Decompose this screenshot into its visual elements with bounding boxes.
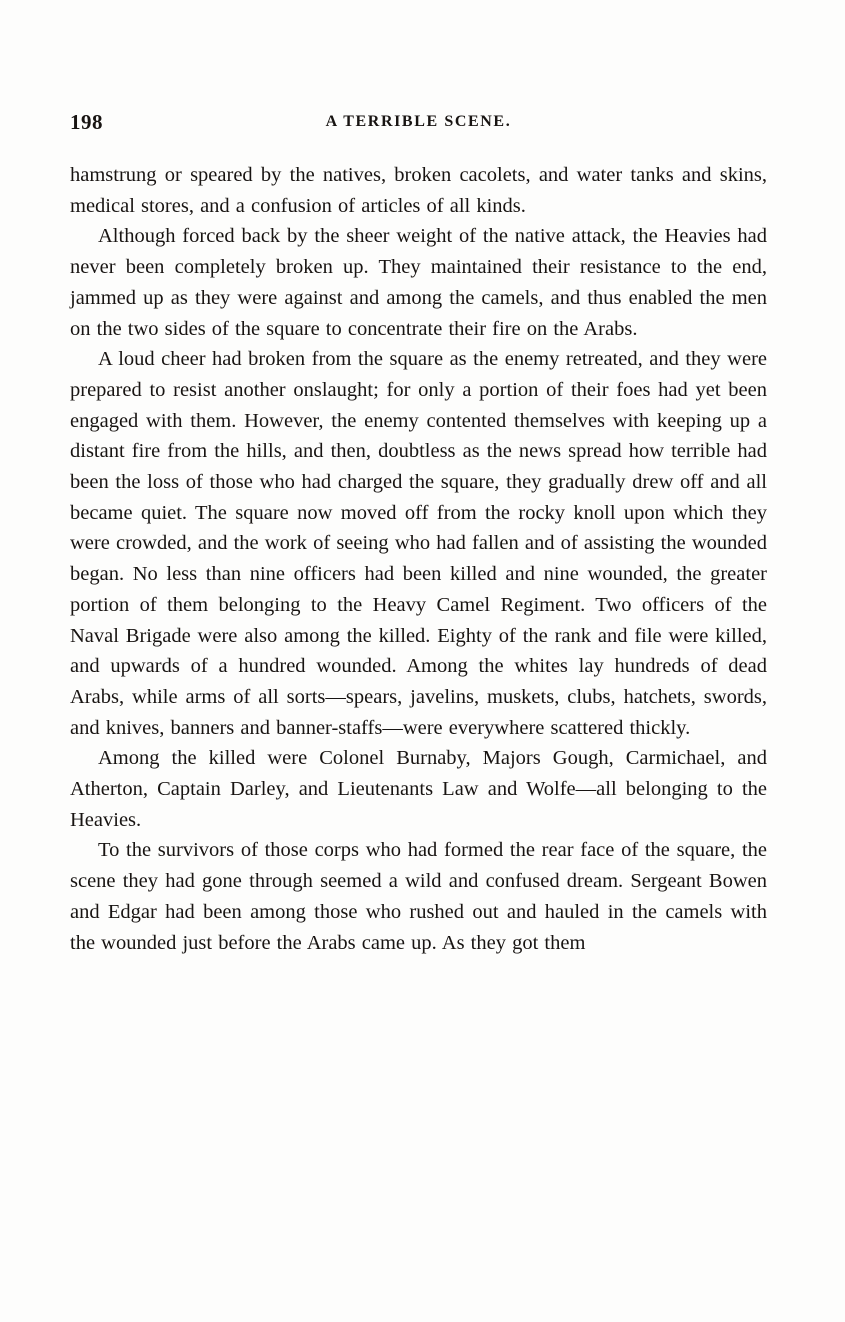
paragraph: hamstrung or speared by the natives, broken cacolets, and water tanks and skins, medical stores, and a confusion of articles of all kinds. bbox=[70, 164, 767, 217]
page-number: 198 bbox=[70, 110, 103, 134]
paragraph: Among the killed were Colonel Burnaby, Majors Gough, Carmichael, and Atherton, Captain Darley, and Lieutenants Law and Wolfe—all belonging to the Heavies. bbox=[70, 747, 767, 831]
page-header bbox=[70, 110, 767, 136]
running-header: A TERRIBLE SCENE. bbox=[325, 113, 512, 130]
paragraph: Although forced back by the sheer weight of the native attack, the Heavies had never been completely broken up. They maintained their resistance to the end, jammed up as they were against and among the camels, and thus enabled the men on the two sides of the square to concentrate their fire on the Arabs. bbox=[70, 225, 767, 340]
paragraph: A loud cheer had broken from the square as the enemy retreated, and they were prepared to resist another onslaught; for only a portion of their foes had yet been engaged with them. However, the enemy contented themselves with keeping up a distant fire from the hills, and then, doubtless as the news spread how terrible had been the loss of those who had charged the square, they gradually drew off and all became quiet. The square now moved off from the rocky knoll upon which they were crowded, and the work of seeing who had fallen and of assisting the wounded began. No less than nine officers had been killed and nine wounded, the greater portion of them belonging to the Heavy Camel Regiment. Two officers of the Naval Brigade were also among the killed. Eighty of the rank and file were killed, and upwards of a hundred wounded. Among the whites lay hundreds of dead Arabs, while arms of all sorts—spears, javelins, muskets, clubs, hatchets, swords, and knives, banners and banner-staffs—were everywhere scattered thickly. bbox=[70, 348, 767, 739]
paragraph: To the survivors of those corps who had formed the rear face of the square, the scene they had gone through seemed a wild and confused dream. Sergeant Bowen and Edgar had been among those who rushed out and hauled in the camels with the wounded just before the Arabs came up. As they got them bbox=[70, 839, 767, 954]
body-text bbox=[70, 160, 767, 958]
